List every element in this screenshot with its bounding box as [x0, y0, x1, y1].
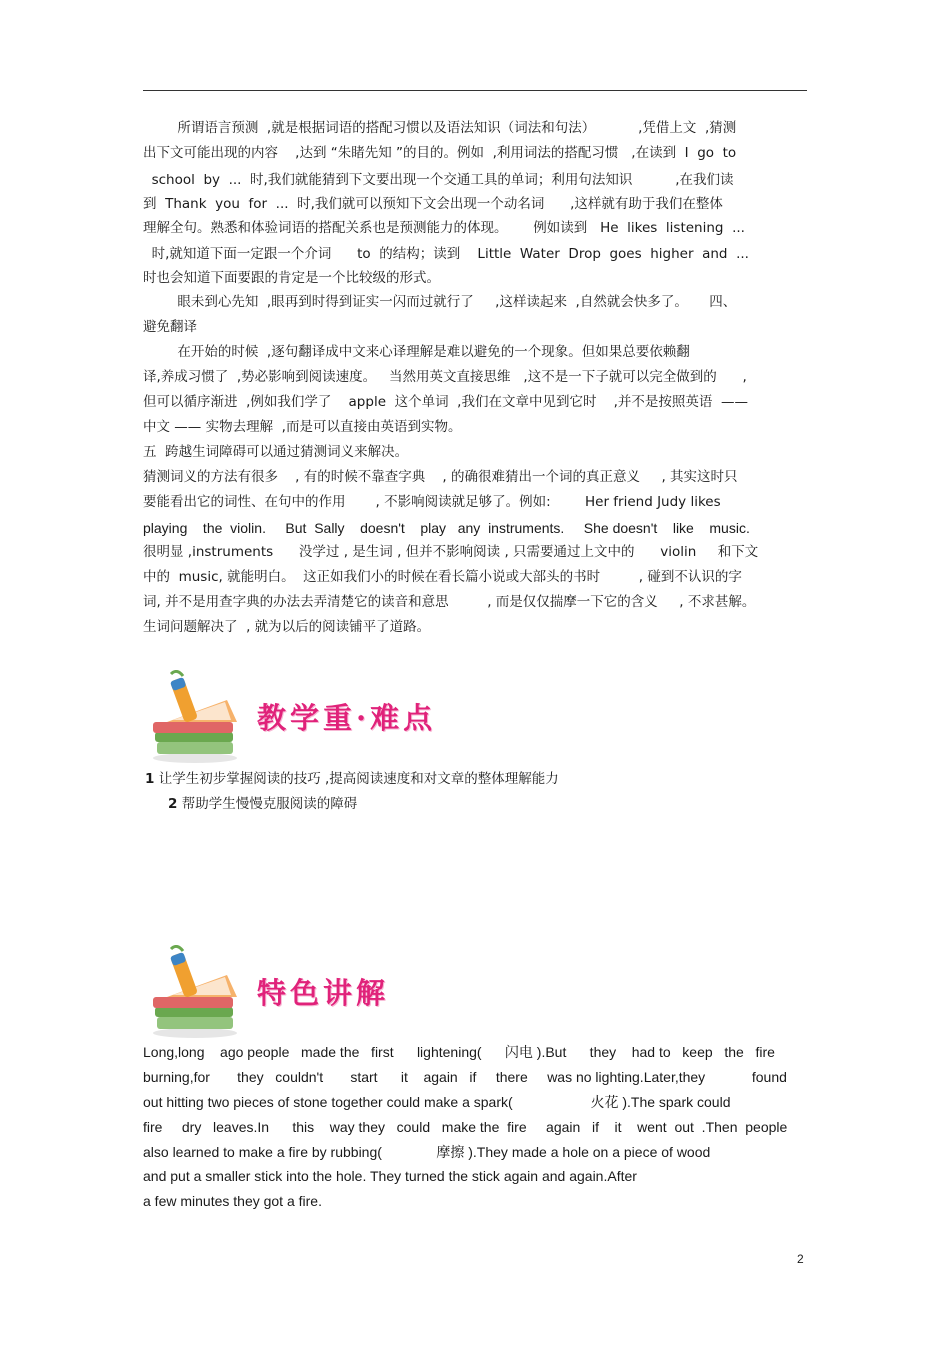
intro-line: 所谓语言预测 ,就是根据词语的搭配习惯以及语法知识（词法和句法） ,凭借上文 ,猜测	[143, 120, 737, 136]
goal-item	[168, 794, 357, 814]
book-pencil-icon	[147, 945, 247, 1039]
story-line: Long,long ago people made the first lightening( 闪电 ).But they had to keep the fire	[143, 1044, 775, 1060]
intro-line: 在开始的时候 ,逐句翻译成中文来心译理解是难以避免的一个现象。但如果总要依赖翻	[143, 344, 690, 360]
goal-number: 1	[145, 771, 155, 787]
intro-line: school by ... 时,我们就能猜到下文要出现一个交通工具的单词；利用句法知识 ,在我们读	[143, 172, 734, 188]
intro-line: 时也会知道下面要跟的肯定是一个比较级的形式。	[143, 270, 440, 286]
section-title: 特色讲解	[257, 976, 390, 1010]
goal-item	[145, 769, 559, 789]
intro-line: 生词问题解决了 , 就为以后的阅读铺平了道路。	[143, 619, 431, 635]
intro-line: 猜测词义的方法有很多 , 有的时候不靠查字典 , 的确很难猜出一个词的真正意义 , 其实这时只	[143, 469, 738, 485]
intro-line: playing the violin. But Sally doesn't play any instruments. She doesn't like music.	[143, 520, 750, 536]
story-line: burning,for they couldn't start it again if there was no lighting.Later,they found	[143, 1069, 787, 1085]
story-line: a few minutes they got a fire.	[143, 1193, 322, 1209]
intro-line: 理解全句。熟悉和体验词语的搭配关系也是预测能力的体现。 例如读到 He likes listening ...	[143, 220, 745, 236]
section-title: 教学重·难点	[257, 701, 437, 735]
book-pencil-icon	[147, 670, 247, 764]
intro-line: 避免翻译	[143, 319, 197, 335]
goal-text: 帮助学生慢慢克服阅读的障碍	[181, 796, 358, 812]
header-rule	[143, 90, 807, 91]
section-heading-key-points	[147, 670, 567, 765]
intro-line: 要能看出它的词性、在句中的作用 , 不影响阅读就足够了。例如: Her friend Judy likes	[143, 494, 721, 510]
intro-line: 很明显 ,instruments 没学过 , 是生词 , 但并不影响阅读 , 只需要通过上文中的 violin 和下文	[143, 544, 759, 560]
story-line: and put a smaller stick into the hole. They turned the stick again and again.After	[143, 1168, 637, 1184]
intro-line: 到 Thank you for ... 时,我们就可以预知下文会出现一个动名词 ,这样就有助于我们在整体	[143, 196, 723, 212]
intro-line: 时,就知道下面一定跟一个介词 to 的结构；读到 Little Water Drop goes higher and ...	[143, 246, 749, 262]
intro-line: 但可以循序渐进 ,例如我们学了 apple 这个单词 ,我们在文章中见到它时 ,并不是按照英语 ——	[143, 394, 749, 410]
intro-line: 眼未到心先知 ,眼再到时得到证实一闪而过就行了 ,这样读起来 ,自然就会快多了。 四、	[143, 294, 737, 310]
intro-line: 五 跨越生词障碍可以通过猜测词义来解决。	[143, 444, 409, 460]
page-number: 2	[797, 1252, 804, 1266]
intro-line: 中文 —— 实物去理解 ,而是可以直接由英语到实物。	[143, 419, 462, 435]
intro-line: 中的 music, 就能明白。 这正如我们小的时候在看长篇小说或大部头的书时 , 碰到不认识的字	[143, 569, 742, 585]
section-heading-featured	[147, 945, 567, 1040]
story-line: also learned to make a fire by rubbing( 摩擦 ).They made a hole on a piece of wood	[143, 1144, 711, 1160]
story-line: out hitting two pieces of stone together could make a spark( 火花 ).The spark could	[143, 1094, 731, 1110]
intro-line: 译,养成习惯了 ,势必影响到阅读速度。 当然用英文直接思维 ,这不是一下子就可以完全做到的 ,	[143, 369, 747, 385]
intro-line: 词, 并不是用查字典的办法去弄清楚它的读音和意思 , 而是仅仅揣摩一下它的含义 , 不求甚解。	[143, 594, 756, 610]
story-line: fire dry leaves.In this way they could make the fire again if it went out .Then people	[143, 1119, 788, 1135]
intro-line: 出下文可能出现的内容 ,达到 “朱睹先知 ”的目的。例如 ,利用词法的搭配习惯 ,在读到 I go to	[143, 145, 737, 161]
goal-number: 2	[168, 796, 178, 812]
goal-text: 让学生初步掌握阅读的技巧 ,提高阅读速度和对文章的整体理解能力	[158, 771, 559, 787]
